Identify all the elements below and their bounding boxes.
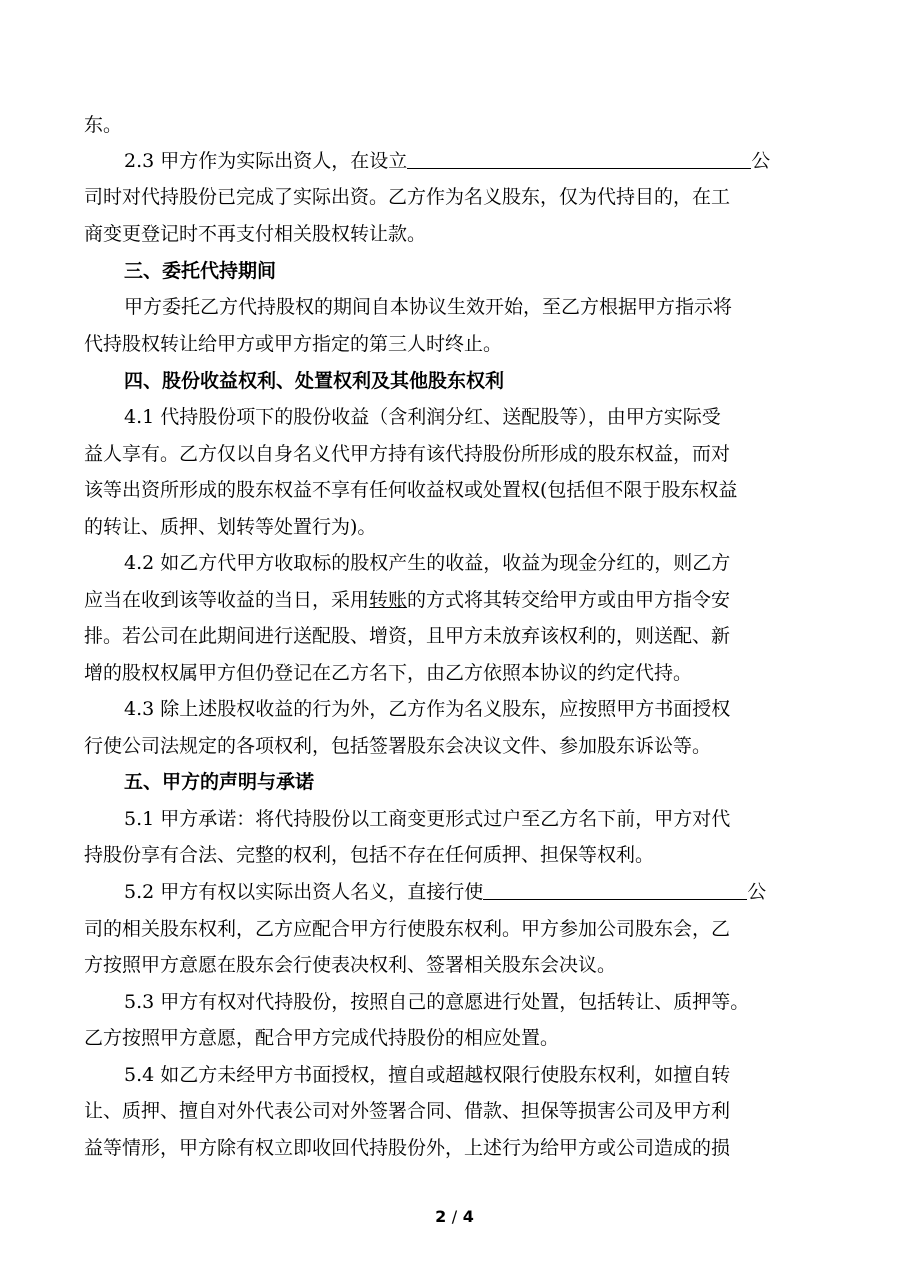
company-name-blank[interactable] [407, 150, 751, 169]
page-number [0, 1206, 909, 1228]
section-heading-5: 五、甲方的声明与承诺 [124, 771, 315, 793]
text-line: 4.1 代持股份项下的股份收益（含利润分红、送配股等），由甲方实际受 [124, 406, 721, 428]
text-line: 东。 [84, 114, 123, 136]
clause-text: 的方式将其转交给甲方或由甲方指令安 [407, 589, 731, 611]
text-line: 5.3 甲方有权对代持股份，按照自己的意愿进行处置，包括转让、质押等。 [124, 991, 750, 1013]
company-name-blank[interactable] [483, 881, 747, 900]
clause-text: 5.2 甲方有权以实际出资人名义，直接行使 [124, 881, 484, 903]
page-separator: / [451, 1207, 458, 1226]
text-line: 让、质押、擅自对外代表公司对外签署合同、借款、担保等损害公司及甲方利 [84, 1100, 731, 1122]
transfer-method-fill: 转账 [369, 589, 408, 611]
text-line: 代持股权转让给甲方或甲方指定的第三人时终止。 [84, 333, 503, 355]
text-line: 司时对代持股份已完成了实际出资。乙方作为名义股东，仅为代持目的，在工 [84, 186, 731, 208]
current-page: 2 [435, 1207, 447, 1226]
total-pages: 4 [462, 1207, 474, 1226]
text-line: 的转让、质押、划转等处置行为)。 [84, 516, 377, 538]
clause-5-2-line [124, 879, 824, 905]
clause-4-2-line [84, 587, 824, 613]
text-line: 方按照甲方意愿在股东会行使表决权利、签署相关股东会决议。 [84, 954, 617, 976]
text-line: 排。若公司在此期间进行送配股、增资，且甲方未放弃该权利的，则送配、新 [84, 625, 731, 647]
text-line: 4.3 除上述股权收益的行为外，乙方作为名义股东，应按照甲方书面授权 [124, 698, 731, 720]
text-line: 商变更登记时不再支付相关股权转让款。 [84, 223, 427, 245]
clause-2-3-line [124, 148, 824, 174]
text-line: 司的相关股东权利，乙方应配合甲方行使股东权利。甲方参加公司股东会，乙 [84, 918, 731, 940]
text-line: 增的股权权属甲方但仍登记在乙方名下，由乙方依照本协议的约定代持。 [84, 662, 693, 684]
text-line: 4.2 如乙方代甲方收取标的股权产生的收益，收益为现金分红的，则乙方 [124, 552, 731, 574]
text-line: 5.1 甲方承诺：将代持股份以工商变更形式过户至乙方名下前，甲方对代 [124, 808, 731, 830]
text-line: 益等情形，甲方除有权立即收回代持股份外，上述行为给甲方或公司造成的损 [84, 1137, 731, 1159]
clause-text: 应当在收到该等收益的当日，采用 [84, 589, 370, 611]
clause-text: 2.3 甲方作为实际出资人，在设立 [124, 150, 408, 172]
section-heading-4: 四、股份收益权利、处置权利及其他股东权利 [124, 370, 505, 392]
text-line: 益人享有。乙方仅以自身名义代甲方持有该代持股份所形成的股东权益，而对 [84, 443, 731, 465]
clause-text: 公 [747, 881, 767, 903]
clause-text: 公 [751, 150, 771, 172]
text-line: 行使公司法规定的各项权利，包括签署股东会决议文件、参加股东诉讼等。 [84, 735, 712, 757]
text-line: 5.4 如乙方未经甲方书面授权，擅自或超越权限行使股东权利，如擅自转 [124, 1064, 731, 1086]
text-line: 持股份享有合法、完整的权利，包括不存在任何质押、担保等权利。 [84, 844, 655, 866]
text-line: 甲方委托乙方代持股权的期间自本协议生效开始，至乙方根据甲方指示将 [124, 296, 733, 318]
section-heading-3: 三、委托代持期间 [124, 260, 277, 282]
text-line: 该等出资所形成的股东权益不享有任何收益权或处置权(包括但不限于股东权益 [84, 479, 738, 501]
text-line: 乙方按照甲方意愿，配合甲方完成代持股份的相应处置。 [84, 1027, 560, 1049]
